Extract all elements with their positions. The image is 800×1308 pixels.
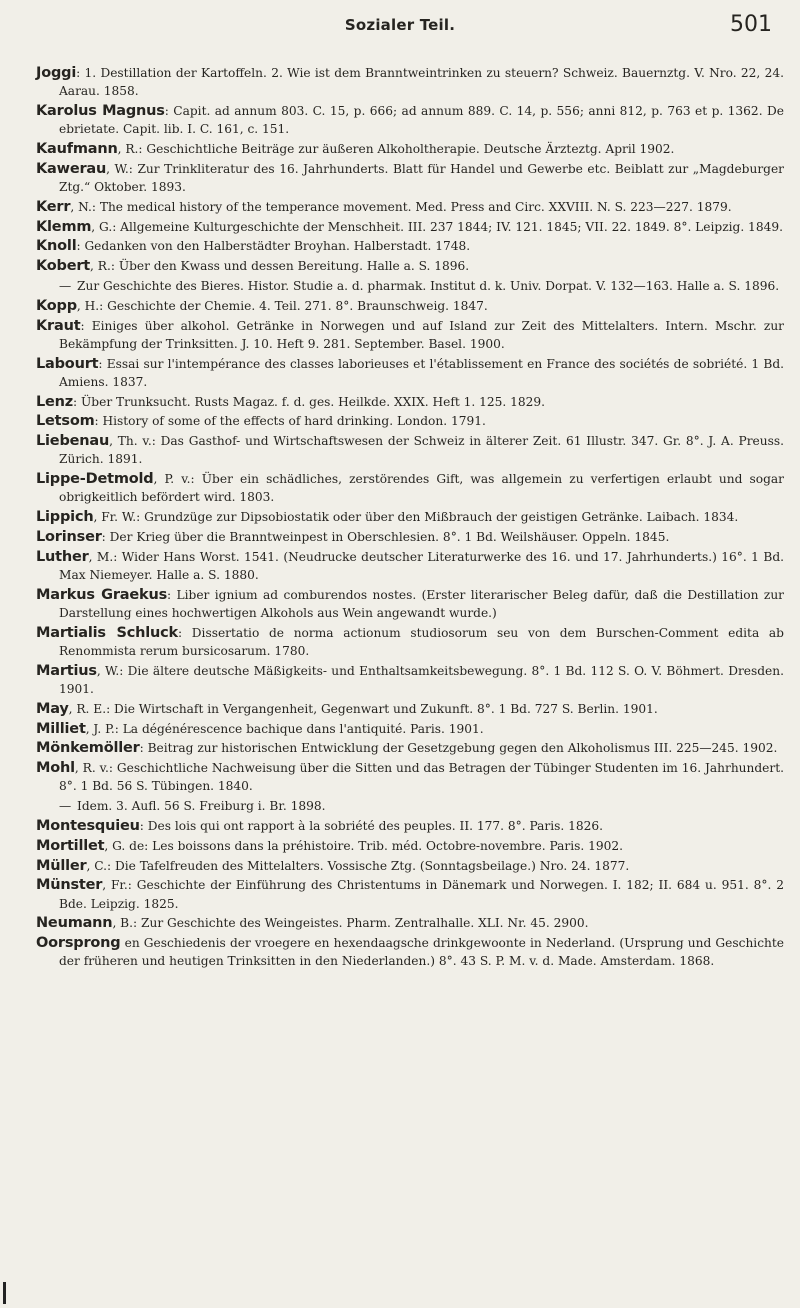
bibliography-entry [36,624,784,660]
entry-author: Neumann [36,915,113,932]
entry-author: Kobert [36,258,91,275]
entry-text: , P. v.: Über ein schädliches, zerstörendes Gift, was allgemein zu verfertigen erlaubt und sogar obrigkeitlich befördert wird. 1803. [59,472,784,505]
bibliography-entry [36,393,784,411]
entry-author: Müller [36,857,87,874]
bibliography-entry [36,662,784,698]
bibliography-entry [36,257,784,275]
bibliography-entry [36,934,784,970]
entry-author: Joggi [36,65,77,81]
bibliography-entry [36,876,784,912]
entry-text: , Fr. W.: Grundzüge zur Dipsobiostatik oder über den Mißbrauch der geistigen Getränke. Laibach. 1834. [93,510,739,525]
bibliography-entry [36,317,784,353]
entry-text: : Einiges über alkohol. Getränke in Norwegen und auf Island zur Zeit des Mittelalters. Intern. Mschr. zur Bekämpfung der Trinksitten. J. 10. Heft 9. 281. September. Basel. 1900. [59,318,784,351]
bibliography-entry [36,432,784,468]
entry-text: : Der Krieg über die Branntweinpest in Oberschlesien. 8°. 1 Bd. Weilshäuser. Oppeln. 1845. [101,529,670,544]
bibliography-entry [36,237,784,255]
entry-text: , R.: Über den Kwass und dessen Bereitung. Halle a. S. 1896. [90,259,470,274]
entry-author: Mönkemöller [36,740,140,757]
entry-author: Milliet [36,720,86,737]
entry-text: , Th. v.: Das Gasthof- und Wirtschaftswesen der Schweiz in älterer Zeit. 61 Illustr. 347. Gr. 8°. J. A. Preuss. Zürich. 1891. [59,434,784,467]
entry-author: Lippich [36,509,94,526]
ditto-dash: — [59,278,72,293]
running-head: Sozialer Teil. [344,16,456,34]
entry-author: Labourt [36,355,99,372]
entry-text: Zur Geschichte des Bieres. Histor. Studie a. d. pharmak. Institut d. k. Univ. Dorpat. V. 132—163. Halle a. S. 1896. [77,278,780,293]
entry-text: : Gedanken von den Halberstädter Broyhan. Halberstadt. 1748. [76,239,471,254]
entry-text: : Über Trunksucht. Rusts Magaz. f. d. ges. Heilkde. XXIX. Heft 1. 125. 1829. [73,394,546,409]
page-header [0,12,800,42]
entry-text: : Essai sur l'intempérance des classes laborieuses et l'établissement en France des sociétés de sobriété. 1 Bd. Amiens. 1837. [59,356,784,389]
bibliography-entry [36,720,784,738]
page-number: 501 [730,12,772,37]
entry-author: Luther [36,548,89,565]
entry-text: en Geschiedenis der vroegere en hexendaagsche drinkgewoonte in Nederland. (Ursprung und Geschichte der früheren und heutigen Trinksitten in den Niederlanden.) 8°. 43 S. P. M. v. d. Made. Amsterdam. 1868. [59,936,784,969]
entry-text: : Dissertatio de norma actionum studiosorum seu von dem Burschen-Comment edita ab Renommista rerum bursicosarum. 1780. [59,625,784,658]
entry-text: , M.: Wider Hans Worst. 1541. (Neudrucke deutscher Literaturwerke des 16. und 17. Jahrhunderts.) 16°. 1 Bd. Max Niemeyer. Halle a. S. 1880. [59,549,784,582]
entry-text: : Capit. ad annum 803. C. 15, p. 666; ad annum 889. C. 14, p. 556; anni 812, p. 763 et p. 1362. De ebrietate. Capit. lib. I. C. 161, c. 151. [59,104,784,137]
entry-text: , R. E.: Die Wirtschaft in Vergangenheit, Gegenwart und Zukunft. 8°. 1 Bd. 727 S. Berlin. 1901. [68,701,658,716]
bibliography-entry [36,412,784,430]
bibliography-entry [36,528,784,546]
entry-author: Oorsprong [36,935,121,952]
entry-text: : Des lois qui ont rapport à la sobriété des peuples. II. 177. 8°. Paris. 1826. [139,818,604,833]
entry-author: Markus Graekus [36,586,168,603]
entry-author: Martialis Schluck [36,624,178,641]
ditto-dash: — [59,799,72,814]
bibliography-entry [36,548,784,584]
entry-text: : Liber ignium ad comburendos nostes. (Erster literarischer Beleg dafür, daß die Destillation zur Darstellung eines hochwertigen Alkohols aus Wein angewandt wurde.) [59,587,784,620]
entry-text: : Beitrag zur historischen Entwicklung der Gesetzgebung gegen den Alkoholismus III. 225—245. 1902. [139,741,778,756]
entry-text: , W.: Zur Trinkliteratur des 16. Jahrhunderts. Blatt für Handel und Gewerbe etc. Beiblatt zur „Magdeburger Ztg.“ Oktober. 1893. [59,161,784,194]
entry-text: , R.: Geschichtliche Beiträge zur äußeren Alkoholtherapie. Deutsche Ärzteztg. April 1902. [117,142,675,156]
bibliography-entry [36,700,784,718]
margin-mark [3,1282,6,1304]
entry-author: Münster [36,877,103,894]
entry-author: Lorinser [36,528,102,545]
entry-text: , W.: Die ältere deutsche Mäßigkeits- und Enthaltsamkeitsbewegung. 8°. 1 Bd. 112 S. O. V. Böhmert. Dresden. 1901. [59,663,784,696]
entry-text: , C.: Die Tafelfreuden des Mittelalters. Vossische Ztg. (Sonntagsbeilage.) Nro. 24. 1877. [86,858,630,873]
entry-author: Letsom [36,413,95,430]
entry-author: Kaufmann [36,141,118,157]
entry-author: Klemm [36,218,92,235]
entry-text: , G.: Allgemeine Kulturgeschichte der Menschheit. III. 237 1844; IV. 121. 1845; VII. 22. 1849. 8°. Leipzig. 1849. [91,219,783,234]
bibliography-entry [36,102,784,138]
entry-text: , B.: Zur Geschichte des Weingeistes. Pharm. Zentralhalle. XLI. Nr. 45. 2900. [112,916,589,931]
entry-author: Mohl [36,760,75,777]
entry-text: : History of some of the effects of hard drinking. London. 1791. [94,414,486,429]
entry-author: Knoll [36,238,77,255]
entry-author: Kraut [36,317,81,334]
entry-text: , Fr.: Geschichte der Einführung des Christentums in Dänemark und Norwegen. I. 182; II. 684 u. 951. 8°. 2 Bde. Leipzig. 1825. [59,878,784,911]
bibliography-entry [36,914,784,932]
entry-author: Liebenau [36,433,110,450]
bibliography-entry [36,586,784,622]
bibliography-entry [36,759,784,795]
bibliography-entry [36,817,784,835]
entry-author: Martius [36,662,97,679]
entry-author: Mortillet [36,837,105,854]
entry-text: , J. P.: La dégénérescence bachique dans l'antiquité. Paris. 1901. [85,721,484,736]
entry-author: Montesquieu [36,817,140,834]
bibliography-entry [36,140,784,158]
entry-text: : 1. Destillation der Kartoffeln. 2. Wie ist dem Branntweintrinken zu steuern? Schweiz. Bauernztg. V. Nro. 22, 24. Aarau. 1858. [59,66,784,99]
bibliography-entry [36,64,784,100]
entry-author: Lippe-Detmold [36,471,154,488]
bibliography-entry [36,857,784,875]
entry-author: Kawerau [36,160,107,177]
bibliography-entry [36,837,784,855]
entry-text: , H.: Geschichte der Chemie. 4. Teil. 271. 8°. Braunschweig. 1847. [76,298,488,313]
bibliography-entry [36,218,784,236]
entry-text: , N.: The medical history of the temperance movement. Med. Press and Circ. XXVIII. N. S. 223—227. 1879. [70,199,732,214]
bibliography-entry [36,198,784,216]
entry-author: Kopp [36,297,77,314]
bibliography-entry [36,355,784,391]
bibliography-list [36,64,784,972]
bibliography-entry [36,297,784,315]
bibliography-entry [36,508,784,526]
entry-text: , G. de: Les boissons dans la préhistoire. Trib. méd. Octobre-novembre. Paris. 1902. [104,838,623,853]
entry-author: Lenz [36,393,74,410]
entry-author: Karolus Magnus [36,103,165,119]
entry-text: Idem. 3. Aufl. 56 S. Freiburg i. Br. 1898. [77,799,326,814]
entry-text: , R. v.: Geschichtliche Nachweisung über die Sitten und das Betragen der Tübinger Studenten im 16. Jahrhundert. 8°. 1 Bd. 56 S. Tübingen. 1840. [59,761,784,794]
bibliography-entry [36,160,784,196]
entry-author: May [36,700,69,717]
bibliography-entry [36,797,784,815]
entry-author: Kerr [36,198,71,215]
bibliography-entry [36,470,784,506]
bibliography-entry [36,277,784,295]
bibliography-entry [36,739,784,757]
